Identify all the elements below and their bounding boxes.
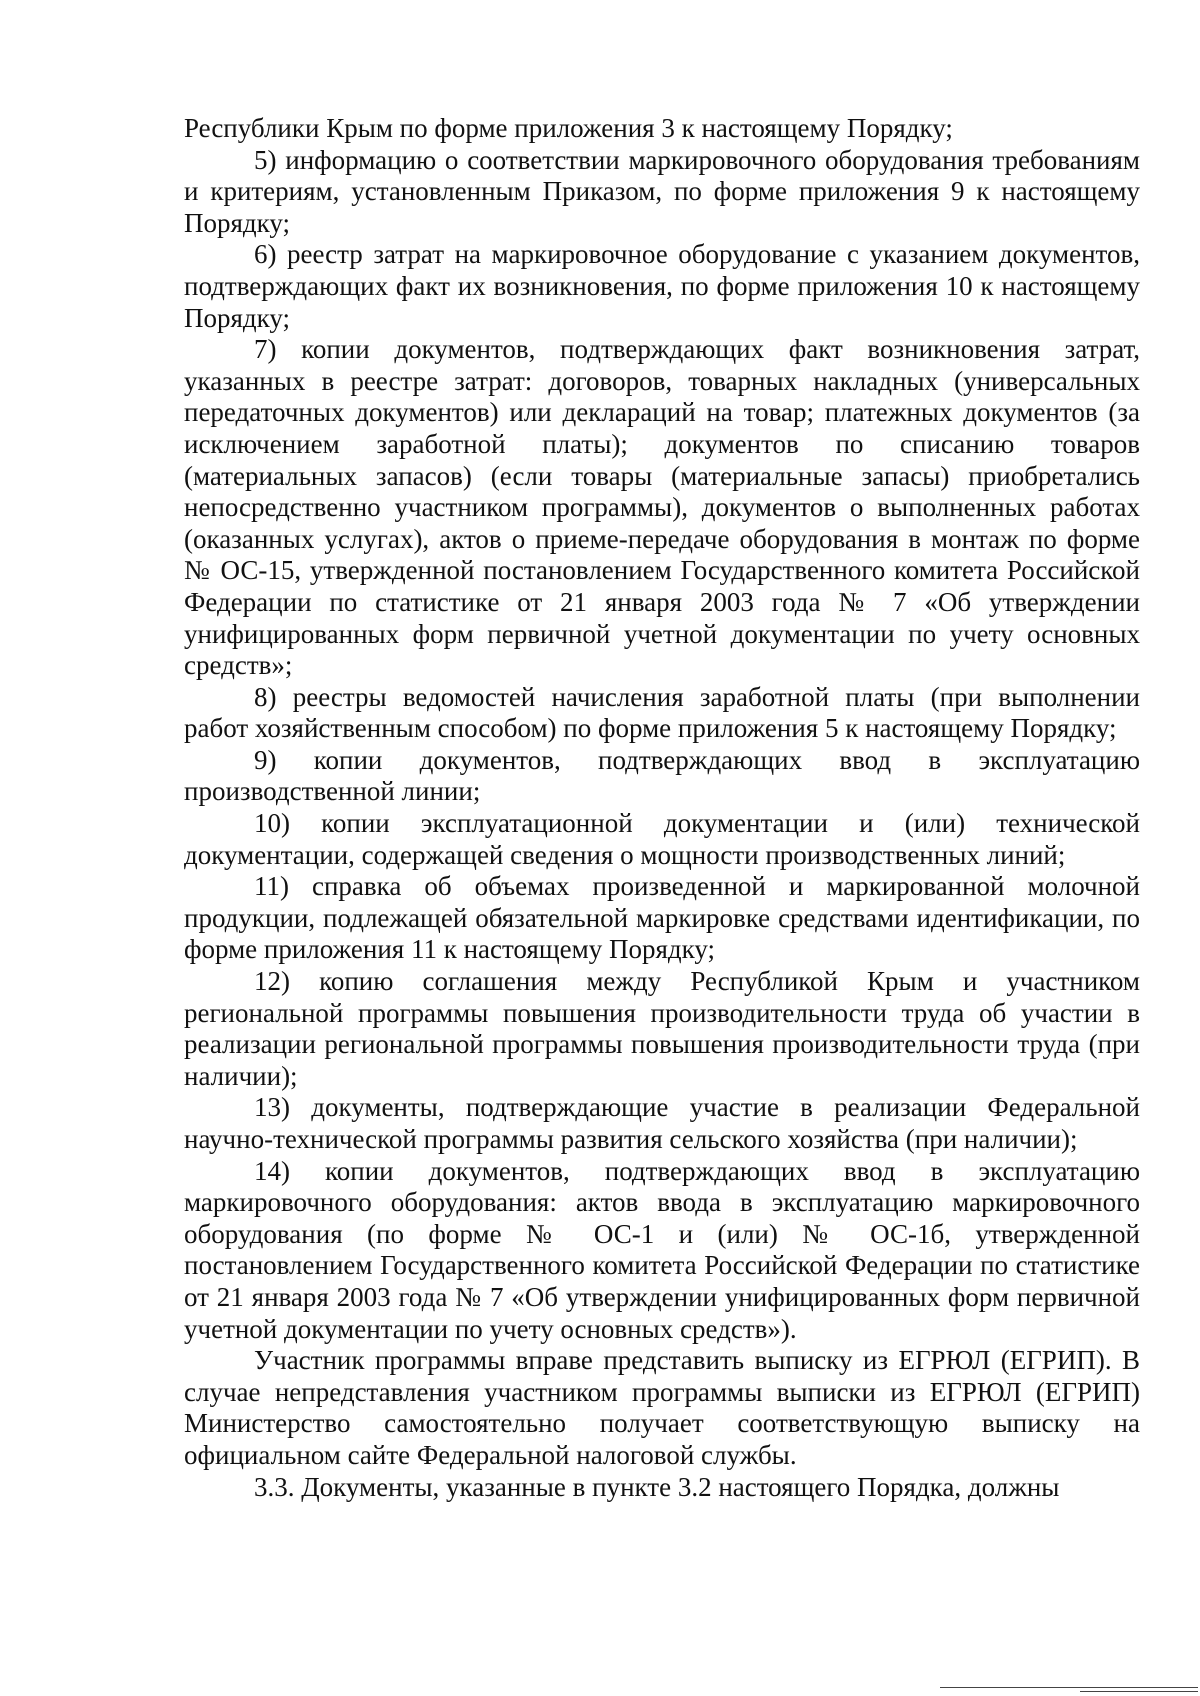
paragraph-egrul-note: Участник программы вправе представить выписку из ЕГРЮЛ (ЕГРИП). В случае непредставления участником программы выписки из ЕГРЮЛ (ЕГРИП) Министерство самостоятельно получает соответствующую выписку на официальном сайте Федеральной налоговой службы. (184, 1345, 1140, 1470)
paragraph-item-11: 11) справка об объемах произведенной и маркированной молочной продукции, подлежащей обязательной маркировке средствами идентификации, по форме приложения 11 к настоящему Порядку; (184, 871, 1140, 965)
scan-artifact-line (940, 1687, 1198, 1688)
paragraph-3-3: 3.3. Документы, указанные в пункте 3.2 настоящего Порядка, должны (254, 1471, 1060, 1502)
paragraph-item-5: 5) информацию о соответствии маркировочного оборудования требованиям и критериям, установленным Приказом, по форме приложения 9 к настоящему Порядку; (184, 144, 1140, 238)
paragraph-item-6: 6) реестр затрат на маркировочное оборудование с указанием документов, подтверждающих факт их возникновения, по форме приложения 10 к настоящему Порядку; (184, 239, 1140, 333)
scan-artifact-line (1080, 1691, 1198, 1692)
paragraph-item-14: 14) копии документов, подтверждающих ввод в эксплуатацию маркировочного оборудования: актов ввода в эксплуатацию маркировочного оборудования (по форме № ОС-1 и (или) № ОС-1б, утвержденной постановлением Государственного комитета Российской Федерации по статистике от 21 января 2003 года № 7 «Об утверждении унифицированных форм первичной учетной документации по учету основных средств»). (184, 1155, 1140, 1344)
paragraph-item-13: 13) документы, подтверждающие участие в реализации Федеральной научно-технической программы развития сельского хозяйства (при наличии); (184, 1092, 1140, 1154)
paragraph-continuation: Республики Крым по форме приложения 3 к настоящему Порядку; (184, 113, 953, 143)
paragraph-item-10: 10) копии эксплуатационной документации и (или) технической документации, содержащей сведения о мощности производственных линий; (184, 808, 1140, 870)
document-body (184, 113, 1140, 1503)
paragraph-item-9: 9) копии документов, подтверждающих ввод в эксплуатацию производственной линии; (184, 744, 1140, 807)
paragraph-item-7: 7) копии документов, подтверждающих факт возникновения затрат, указанных в реестре затрат: договоров, товарных накладных (универсальных передаточных документов) или деклараций на товар; платежных документов (за исключением заработной платы); документов по списанию товаров (материальных запасов) (если товары (материальные запасы) приобретались непосредственно участником программы), документов о выполненных работах (оказанных услугах), актов о приеме-передаче оборудования в монтаж по форме № ОС-15, утвержденной постановлением Государственного комитета Российской Федерации по статистике от 21 января 2003 года № 7 «Об утверждении унифицированных форм первичной учетной документации по учету основных средств»; (184, 334, 1140, 681)
paragraph-item-12: 12) копию соглашения между Республикой Крым и участником региональной программы повышения производительности труда об участии в реализации региональной программы повышения производительности труда (при наличии); (184, 966, 1140, 1091)
paragraph-item-8: 8) реестры ведомостей начисления заработной платы (при выполнении работ хозяйственным способом) по форме приложения 5 к настоящему Порядку; (184, 681, 1140, 744)
